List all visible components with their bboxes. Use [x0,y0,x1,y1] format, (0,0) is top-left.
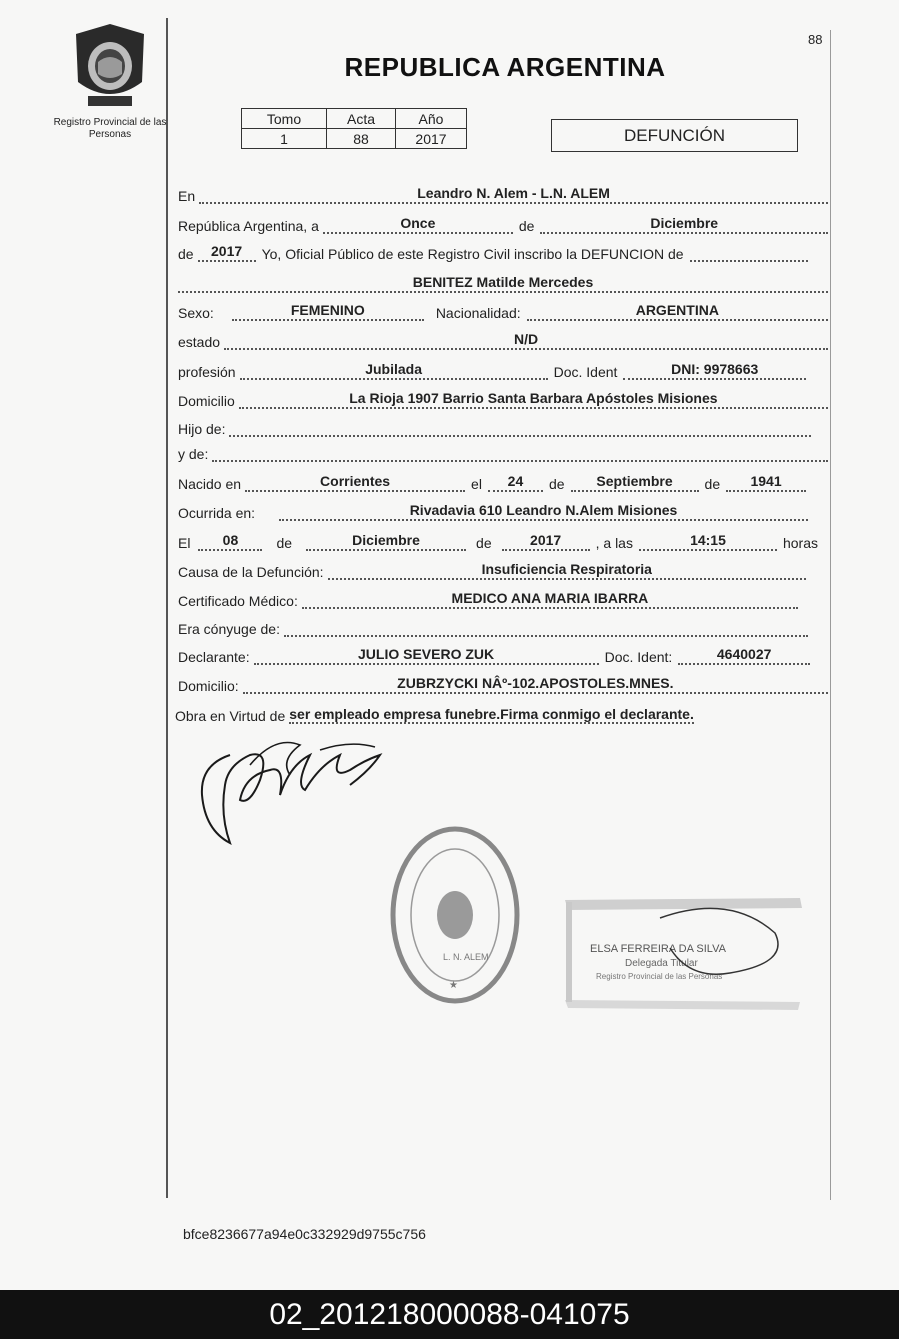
hijo-label: Hijo de: [178,421,226,437]
birth-de2-label: de [704,476,721,492]
row-domicilio [178,387,828,409]
row-certificado [178,587,798,609]
doc-value: DNI: 9978663 [623,361,806,380]
domicilio-value: La Rioja 1907 Barrio Santa Barbara Apóstoles Misiones [239,390,828,409]
declarant-signature [190,725,390,850]
death-time-value: 14:15 [639,532,777,551]
declarante-value: JULIO SEVERO ZUK [254,646,599,665]
row-ocurrida [178,499,808,521]
month-value: Diciembre [540,215,828,234]
birth-day-value: 24 [488,473,543,492]
page-title: REPUBLICA ARGENTINA [344,52,666,82]
death-month-value: Diciembre [306,532,466,551]
statement-text: Yo, Oficial Público de este Registro Civil inscribo la DEFUNCION de [261,246,684,262]
alas-label: , a las [595,535,633,551]
acta-value: 88 [327,129,396,149]
svg-text:Registro Provincial de las Per: Registro Provincial de las Personas [596,972,723,981]
row-place [178,182,828,204]
tomo-header: Tomo [242,109,327,129]
row-conyuge [178,615,808,637]
right-margin-line [830,30,831,1200]
row-causa [178,558,806,580]
domicilio2-label: Domicilio: [178,678,239,694]
yde-value [212,459,828,462]
obra-value: ser empleado empresa funebre.Firma conmigo el declarante. [289,706,694,722]
domicilio2-value: ZUBRZYCKI NÂº-102.APOSTOLES.MNES. [243,675,828,694]
conyuge-label: Era cónyuge de: [178,621,280,637]
row-obra [175,702,825,724]
en-label: En [178,188,196,204]
row-nacido [178,470,806,492]
place-value: Leandro N. Alem - L.N. ALEM [199,185,828,204]
hijo-value [229,434,811,437]
row-profesion [178,358,806,380]
round-official-stamp [385,820,525,1010]
profesion-label: profesión [178,364,236,380]
row-date [178,212,828,234]
svg-text:ELSA FERREIRA DA SILVA: ELSA FERREIRA DA SILVA [590,943,726,955]
tomo-value: 1 [242,129,327,149]
province-seal-icon [70,22,150,108]
domicilio-label: Domicilio [178,393,235,409]
nacido-label: Nacido en [178,476,242,492]
death-year-value: 2017 [502,532,590,551]
declarante-label: Declarante: [178,649,250,665]
estado-label: estado [178,334,221,350]
doc2-label: Doc. Ident: [604,649,673,665]
conyuge-value [284,634,808,637]
birth-de-label: de [548,476,565,492]
acta-header: Acta [327,109,396,129]
el2-label: El [178,535,191,551]
row-deceased [178,271,828,293]
el-label: el [471,476,482,492]
nacionalidad-value: ARGENTINA [527,302,828,321]
doc2-value: 4640027 [678,646,810,665]
deceased-name: BENITEZ Matilde Mercedes [178,274,828,293]
profesion-value: Jubilada [240,361,548,380]
row-statement [178,240,808,262]
anio-value: 2017 [396,129,467,149]
tomo-acta-anio-table [241,108,467,149]
row-declarante [178,643,810,665]
birth-month-value: Septiembre [571,473,699,492]
yde-label: y de: [178,446,209,462]
anio-header: Año [396,109,467,129]
svg-text:L. N. ALEM: L. N. ALEM [443,952,489,962]
year-value: 2017 [198,243,256,262]
official-signature-stamp [560,888,810,1018]
de-label: de [518,218,535,234]
estado-value: N/D [224,331,828,350]
row-domicilio2 [178,672,828,694]
row-death-date [178,529,818,551]
death-de-label: de [276,535,293,551]
sexo-value: FEMENINO [232,302,424,321]
left-margin-line [166,18,168,1198]
certificado-value: MEDICO ANA MARIA IBARRA [302,590,798,609]
causa-label: Causa de la Defunción: [178,564,324,580]
republica-label: República Argentina, a [178,218,319,234]
row-estado [178,328,828,350]
sexo-label: Sexo: [178,305,214,321]
statement-fill [690,259,808,262]
ocurrida-value: Rivadavia 610 Leandro N.Alem Misiones [279,502,808,521]
certificado-label: Certificado Médico: [178,593,298,609]
horas-label: horas [782,535,818,551]
svg-text:Delegada Titular: Delegada Titular [625,958,698,969]
record-type-box: DEFUNCIÓN [551,119,798,152]
document-hash: bfce8236677a94e0c332929d9755c756 [183,1226,426,1242]
row-yde [178,440,828,462]
nacido-value: Corrientes [245,473,465,492]
row-hijo [178,415,811,437]
obra-label: Obra en Virtud de [175,708,286,724]
doc-label: Doc. Ident [553,364,618,380]
year-prefix-label: de [178,246,194,262]
page-number: 88 [808,32,823,47]
death-day-value: 08 [198,532,262,551]
birth-year-value: 1941 [726,473,806,492]
death-de2-label: de [476,535,492,551]
day-value: Once [323,215,513,234]
row-sexo [178,299,828,321]
barcode-label: 02_201218000088-041075 [0,1290,899,1339]
svg-text:★: ★ [449,980,458,991]
ocurrida-label: Ocurrida en: [178,505,256,521]
causa-value: Insuficiencia Respiratoria [328,561,806,580]
nacionalidad-label: Nacionalidad: [435,305,521,321]
registry-label: Registro Provincial de las Personas [53,117,167,140]
